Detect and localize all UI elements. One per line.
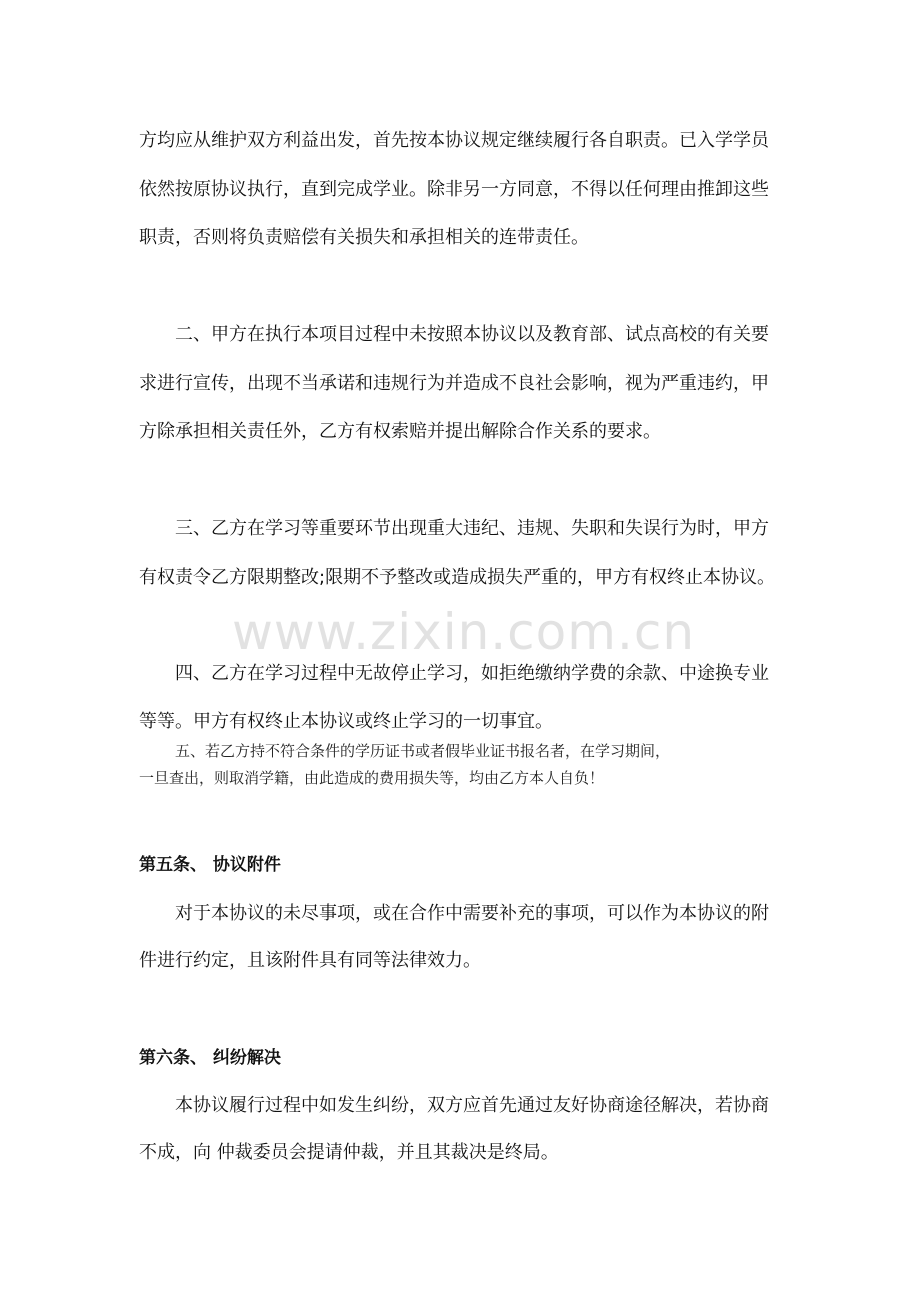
paragraph-line: 本协议履行过程中如发生纠纷，双方应首先通过友好协商途径解决，若协商: [175, 1095, 769, 1116]
paragraph-line: 五、若乙方持不符合条件的学历证书或者假毕业证书报名者，在学习期间，: [175, 742, 671, 760]
paragraph-line: 有权责令乙方限期整改;限期不予整改或造成损失严重的，甲方有权终止本协议。: [139, 567, 776, 588]
paragraph-line: 方除承担相关责任外，乙方有权索赔并提出解除合作关系的要求。: [139, 421, 661, 442]
paragraph-line: 对于本协议的未尽事项，或在合作中需要补充的事项，可以作为本协议的附: [175, 903, 769, 924]
paragraph-line: 三、乙方在学习等重要环节出现重大违纪、违规、失职和失误行为时，甲方: [175, 518, 769, 539]
paragraph-line: 四、乙方在学习过程中无故停止学习，如拒绝缴纳学费的余款、中途换专业: [175, 663, 769, 684]
paragraph-line: 一旦查出，则取消学籍，由此造成的费用损失等，均由乙方本人自负！: [139, 769, 605, 787]
watermark: www.zixin.com.cn: [232, 603, 696, 661]
paragraph-line: 件进行约定，且该附件具有同等法律效力。: [139, 950, 481, 971]
paragraph-line: 不成，向 仲裁委员会提请仲裁，并且其裁决是终局。: [139, 1142, 559, 1163]
paragraph-line: 职责，否则将负责赔偿有关损失和承担相关的连带责任。: [139, 227, 589, 248]
paragraph-line: 方均应从维护双方利益出发，首先按本协议规定继续履行各自职责。已入学学员: [139, 130, 769, 151]
article-six-heading: 第六条、 纠纷解决: [139, 1048, 281, 1068]
article-five-heading: 第五条、 协议附件: [139, 855, 281, 875]
paragraph-line: 二、甲方在执行本项目过程中未按照本协议以及教育部、试点高校的有关要: [175, 324, 769, 345]
paragraph-line: 求进行宣传，出现不当承诺和违规行为并造成不良社会影响，视为严重违约，甲: [139, 373, 769, 394]
paragraph-line: 等等。甲方有权终止本协议或终止学习的一切事宜。: [139, 711, 553, 732]
paragraph-line: 依然按原协议执行，直到完成学业。除非另一方同意，不得以任何理由推卸这些: [139, 179, 769, 200]
